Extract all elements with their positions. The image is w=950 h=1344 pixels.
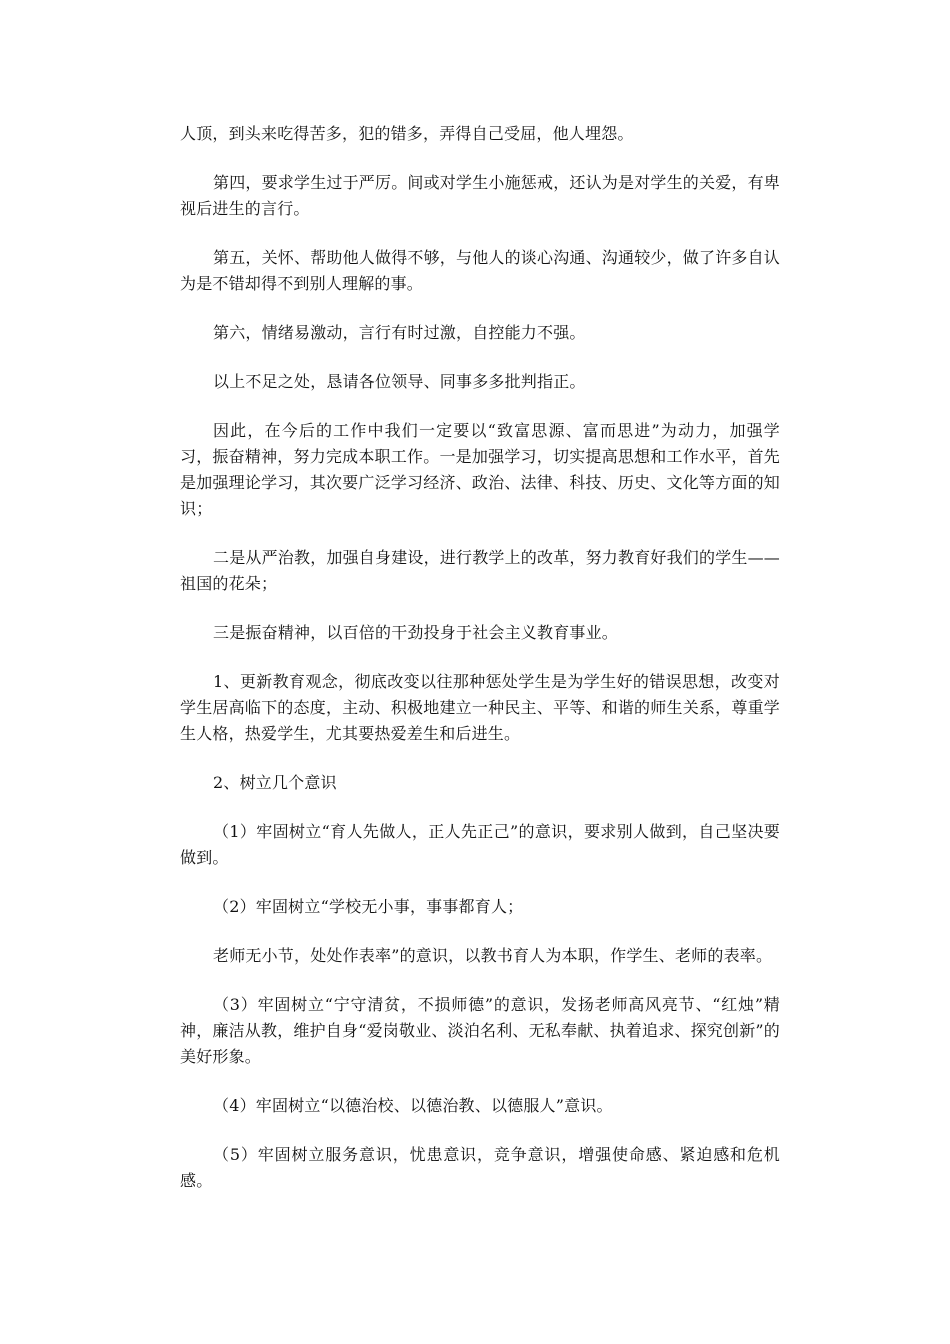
paragraph: （4）牢固树立“以德治校、以德治教、以德服人”意识。 [213,1096,613,1115]
paragraph: （1）牢固树立“育人先做人，正人先正己”的意识，要求别人做到，自己坚决要做到。 [180,822,780,867]
paragraph: 老师无小节，处处作表率”的意识，以教书育人为本职，作学生、老师的表率。 [213,946,773,965]
paragraph: 第四，要求学生过于严厉。间或对学生小施惩戒，还认为是对学生的关爱，有卑视后进生的言行。 [180,173,781,218]
paragraph: （2）牢固树立“学校无小事，事事都育人； [213,897,524,916]
paragraph: 三是振奋精神，以百倍的干劲投身于社会主义教育事业。 [213,623,619,642]
paragraph: （5）牢固树立服务意识，忧患意识，竞争意识，增强使命感、紧迫感和危机感。 [180,1145,780,1190]
paragraph: 2、树立几个意识 [213,773,337,792]
paragraph: 以上不足之处，恳请各位领导、同事多多批判指正。 [213,372,586,391]
paragraph: 人顶，到头来吃得苦多，犯的错多，弄得自己受屈，他人埋怨。 [180,124,634,143]
paragraph: （3）牢固树立“宁守清贫，不损师德”的意识，发扬老师高风亮节、“红烛”精神，廉洁从教，维护自身“爱岗敬业、淡泊名利、无私奉献、执着追求、探究创新”的美好形象。 [180,995,780,1066]
document-body [180,121,780,1217]
paragraph: 第五，关怀、帮助他人做得不够，与他人的谈心沟通、沟通较少，做了许多自认为是不错却得不到别人理解的事。 [180,248,781,293]
paragraph: 因此，在今后的工作中我们一定要以“致富思源、富而思进”为动力，加强学习，振奋精神，努力完成本职工作。一是加强学习，切实提高思想和工作水平，首先是加强理论学习，其次要广泛学习经济、政治、法律、科技、历史、文化等方面的知识； [180,421,780,518]
paragraph: 第六，情绪易激动，言行有时过激，自控能力不强。 [213,323,586,342]
paragraph: 二是从严治教，加强自身建设，进行教学上的改革，努力教育好我们的学生——祖国的花朵； [180,548,781,593]
paragraph: 1、更新教育观念，彻底改变以往那种惩处学生是为学生好的错误思想，改变对学生居高临下的态度，主动、积极地建立一种民主、平等、和谐的师生关系，尊重学生人格，热爱学生，尤其要热爱差生和后进生。 [180,672,780,743]
